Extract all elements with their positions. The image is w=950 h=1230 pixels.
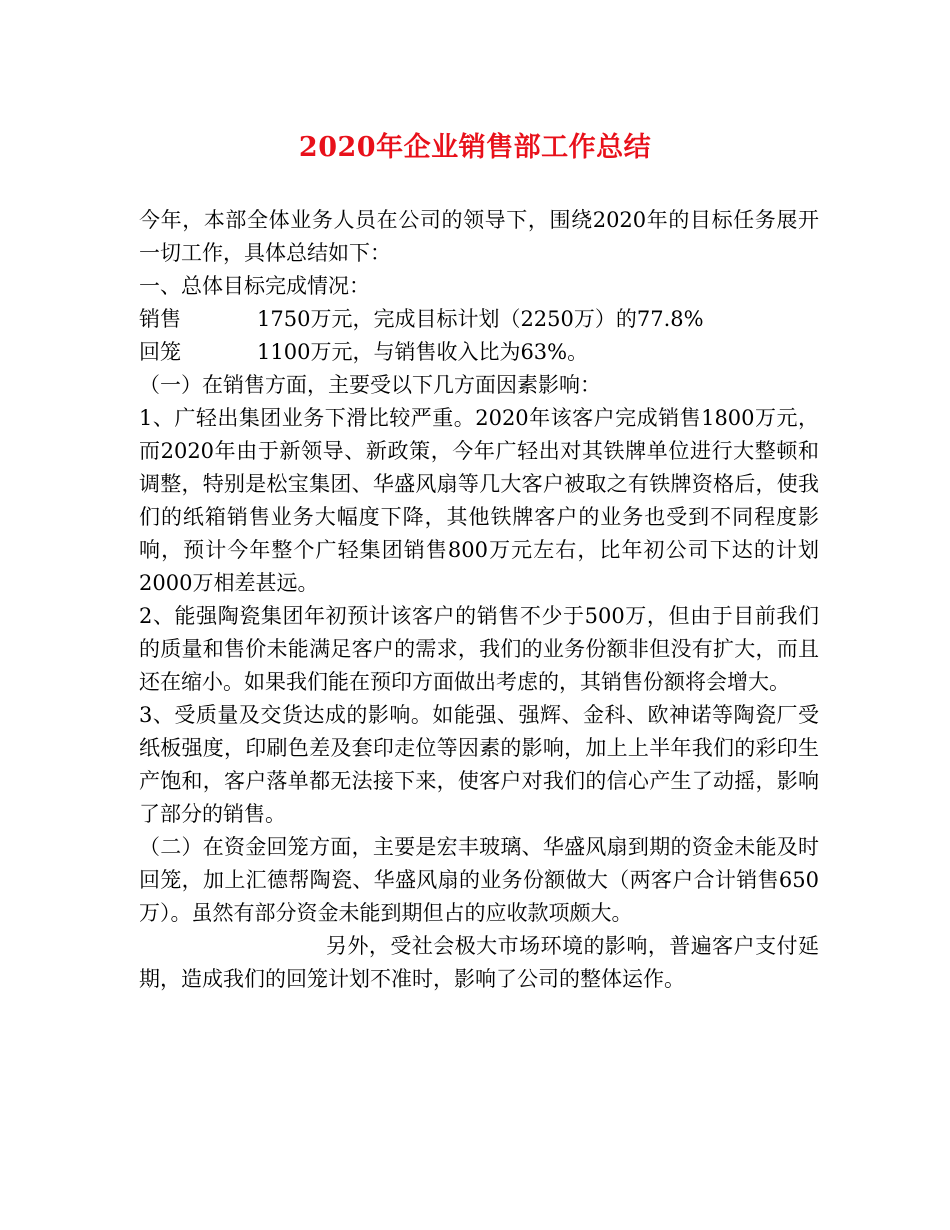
subsection-collection-paragraph: （二）在资金回笼方面，主要是宏丰玻璃、华盛风扇到期的资金未能及时回笼，加上汇德帮陶瓷、华盛风扇的业务份额做大（两客户合计销售650万）。虽然有部分资金未能到期但占的应收款项颇大。: [139, 835, 819, 925]
collection-row: [139, 336, 819, 369]
collection-value: 1100万元，与销售收入比为63%。: [257, 340, 589, 364]
collection-label: 回笼: [139, 340, 181, 364]
sales-value: 1750万元，完成目标计划（2250万）的77.8%: [257, 307, 704, 331]
list-item-3: 3、受质量及交货达成的影响。如能强、强辉、金科、欧神诺等陶瓷厂受纸板强度，印刷色差及套印走位等因素的影响，加上上半年我们的彩印生产饱和，客户落单都无法接下来，使客户对我们的信心产生了动摇，影响了部分的销售。: [139, 703, 819, 826]
document-body: [139, 204, 819, 996]
sales-label: 销售: [139, 307, 181, 331]
list-item-2: 2、能强陶瓷集团年初预计该客户的销售不少于500万，但由于目前我们的质量和售价未能满足客户的需求，我们的业务份额非但没有扩大，而且还在缩小。如果我们能在预印方面做出考虑的，其销售份额将会增大。: [139, 604, 819, 694]
sales-row: [139, 303, 819, 336]
list-item-1: 1、广轻出集团业务下滑比较严重。2020年该客户完成销售1800万元，而2020年由于新领导、新政策，今年广轻出对其铁牌单位进行大整顿和调整，特别是松宝集团、华盛风扇等几大客户被取之有铁牌资格后，使我们的纸箱销售业务大幅度下降，其他铁牌客户的业务也受到不同程度影响，预计今年整个广轻集团销售800万元左右，比年初公司下达的计划2000万相差甚远。: [139, 406, 819, 595]
section-heading-overall-targets: 一、总体目标完成情况：: [139, 274, 370, 298]
closing-paragraph: 另外，受社会极大市场环境的影响，普遍客户支付延期，造成我们的回笼计划不准时，影响了公司的整体运作。: [139, 934, 819, 991]
intro-paragraph: 今年，本部全体业务人员在公司的领导下，围绕2020年的目标任务展开一切工作，具体总结如下：: [139, 208, 819, 265]
document-title: 2020年企业销售部工作总结: [298, 132, 652, 163]
subsection-sales-heading: （一）在销售方面，主要受以下几方面因素影响：: [139, 373, 601, 397]
